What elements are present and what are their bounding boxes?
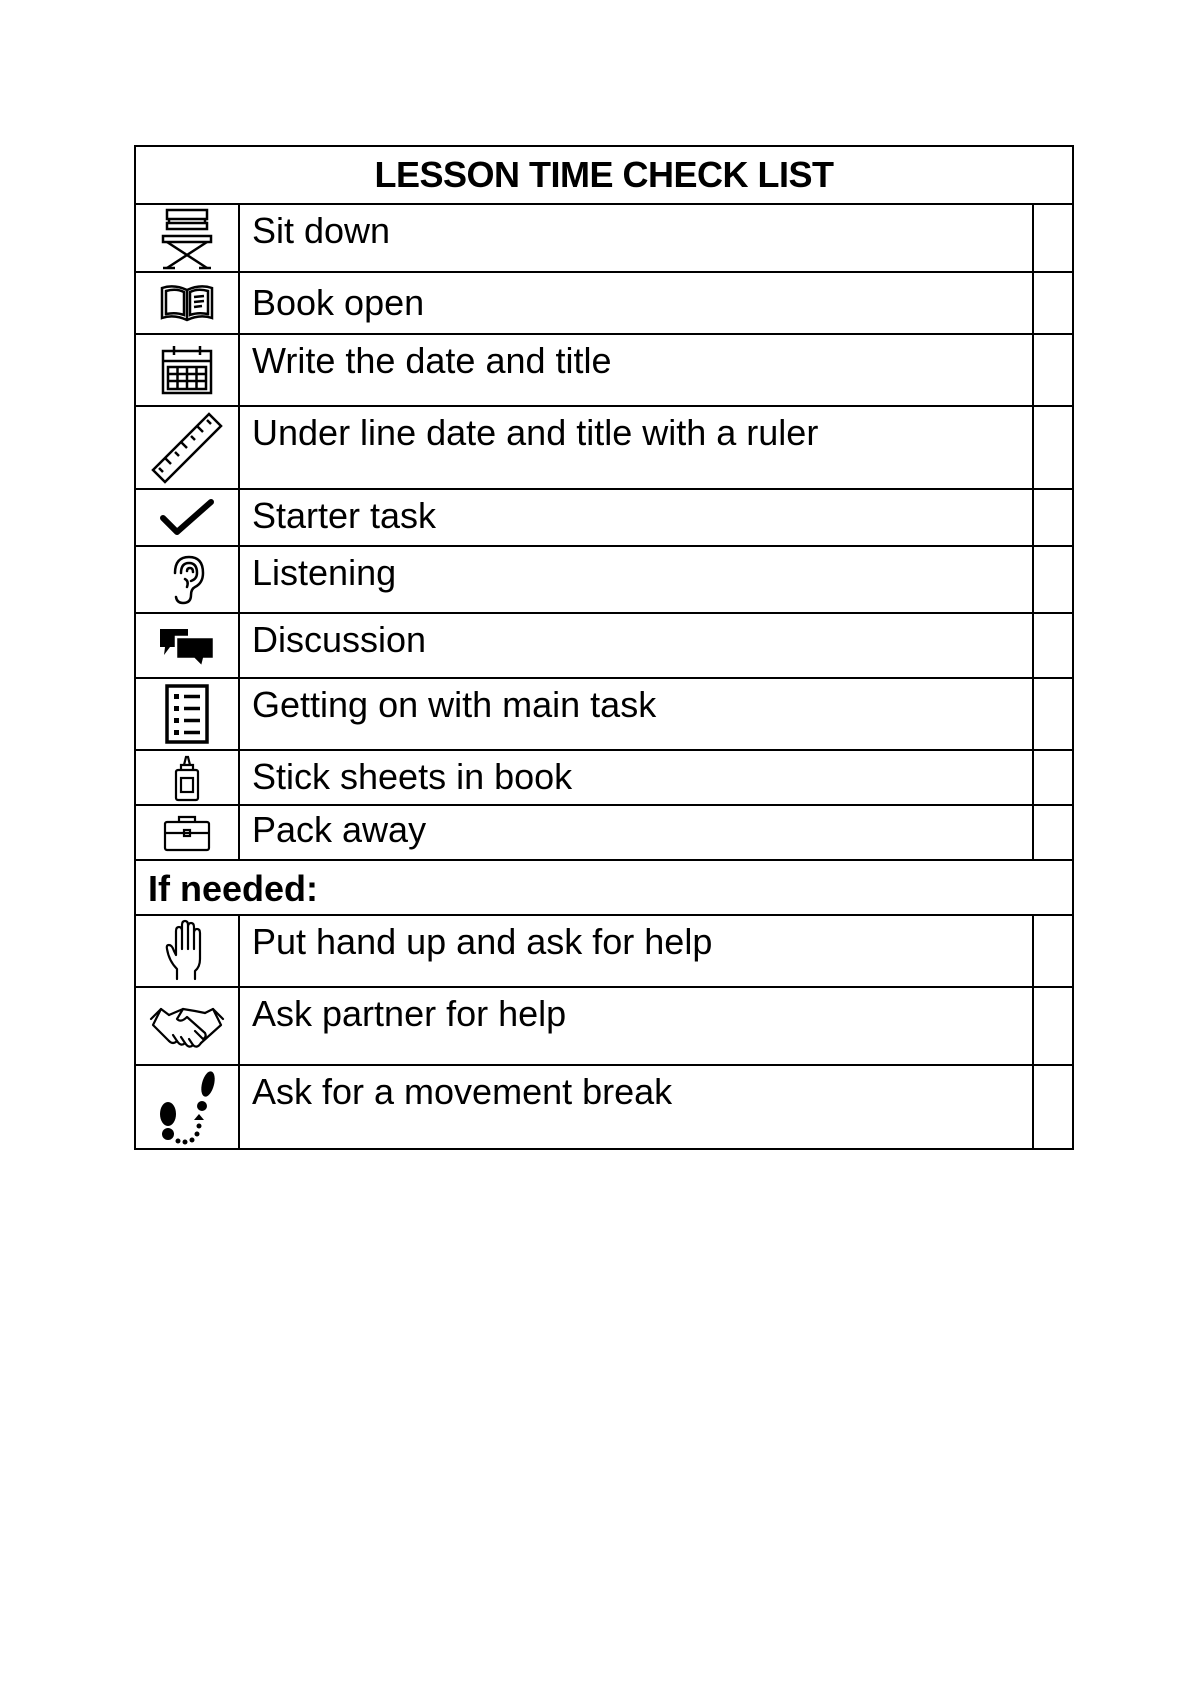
checklist-item-label: Book open <box>252 282 425 323</box>
ruler-icon <box>136 407 240 488</box>
speech-bubbles-icon <box>136 614 240 677</box>
checkbox-cell[interactable] <box>1032 614 1072 677</box>
checkbox-cell[interactable] <box>1032 490 1072 545</box>
checklist-item-label: Ask for a movement break <box>252 1071 673 1112</box>
ear-icon <box>136 547 240 612</box>
checkbox-cell[interactable] <box>1032 273 1072 333</box>
checklist-row <box>136 1066 1072 1148</box>
checkbox-cell[interactable] <box>1032 335 1072 405</box>
checklist-row <box>136 547 1072 614</box>
checkmark-icon <box>136 490 240 545</box>
checklist-item-label: Listening <box>252 552 397 593</box>
checklist-row <box>136 407 1072 490</box>
open-book-icon <box>136 273 240 333</box>
director-chair-icon <box>136 205 240 271</box>
checklist-item-label: Discussion <box>252 619 427 660</box>
checklist-item-label: Write the date and title <box>252 340 612 381</box>
checklist-row <box>136 205 1072 273</box>
checkbox-cell[interactable] <box>1032 407 1072 488</box>
checklist-item-label: Ask partner for help <box>252 993 567 1034</box>
checklist-table <box>134 145 1074 1150</box>
checklist-item-label: Getting on with main task <box>252 684 657 725</box>
checklist-row <box>136 490 1072 547</box>
checkbox-cell[interactable] <box>1032 806 1072 859</box>
checklist-row <box>136 679 1072 751</box>
checklist-row <box>136 916 1072 988</box>
checklist-item-label: Starter task <box>252 495 437 536</box>
checkbox-cell[interactable] <box>1032 679 1072 749</box>
checkbox-cell[interactable] <box>1032 1066 1072 1148</box>
checklist-row <box>136 751 1072 806</box>
checklist-title: LESSON TIME CHECK LIST <box>136 147 1072 205</box>
raised-hand-icon <box>136 916 240 986</box>
checklist-item-label: Under line date and title with a ruler <box>252 412 819 453</box>
checkbox-cell[interactable] <box>1032 205 1072 271</box>
checklist-row <box>136 988 1072 1066</box>
checklist-row <box>136 335 1072 407</box>
checkbox-cell[interactable] <box>1032 916 1072 986</box>
footsteps-icon <box>136 1066 240 1148</box>
checklist-item-label: Stick sheets in book <box>252 756 573 797</box>
checklist-row <box>136 614 1072 679</box>
checklist-row <box>136 273 1072 335</box>
handshake-icon <box>136 988 240 1064</box>
glue-bottle-icon <box>136 751 240 804</box>
section-heading: If needed: <box>136 861 1072 916</box>
briefcase-icon <box>136 806 240 859</box>
checkbox-cell[interactable] <box>1032 751 1072 804</box>
checklist-item-label: Sit down <box>252 210 391 251</box>
checklist-icon <box>136 679 240 749</box>
checklist-item-label: Put hand up and ask for help <box>252 921 713 962</box>
checkbox-cell[interactable] <box>1032 988 1072 1064</box>
checkbox-cell[interactable] <box>1032 547 1072 612</box>
checklist-item-label: Pack away <box>252 809 427 850</box>
calendar-icon <box>136 335 240 405</box>
checklist-row <box>136 806 1072 861</box>
